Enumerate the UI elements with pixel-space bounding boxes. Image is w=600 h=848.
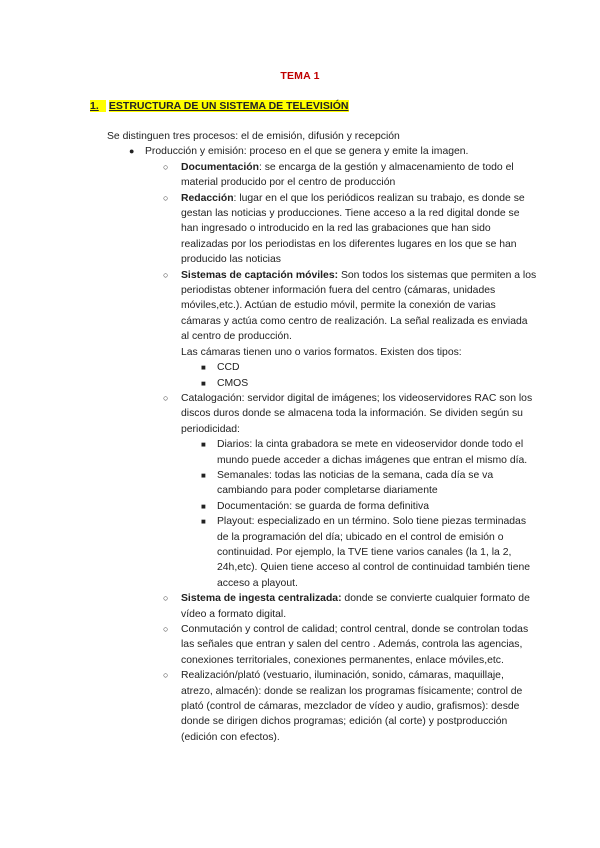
circle-bullet-icon: ○: [163, 392, 169, 403]
list-item: [107, 391, 537, 591]
item-text: donde se convierte cualquier formato de vídeo a formato digital.: [181, 593, 530, 620]
item-text: Son todos los sistemas que permiten a los periodistas obtener información fuera del centro (cámaras, unidades móviles,etc.). Actúan de estudio móvil, permite la conexión de varias cámaras y actúa como centro de realización. La señal realizada es enviada al centro de producción.: [181, 269, 537, 343]
list-item: [107, 514, 537, 591]
document-body: [107, 129, 537, 745]
list-item: [107, 268, 537, 391]
list-item: [107, 376, 537, 391]
disc-bullet-icon: ●: [129, 146, 135, 157]
level1-list: [107, 144, 537, 745]
circle-bullet-icon: ○: [163, 670, 169, 681]
item-text: Diarios: la cinta grabadora se mete en videoservidor donde todo el mundo puede acceder a dichas imágenes que entran el mismo día.: [217, 439, 528, 466]
square-bullet-icon: ■: [201, 363, 206, 373]
square-bullet-icon: ■: [201, 501, 206, 511]
item-text: : se encarga de la gestión y almacenamiento de todo el material producido por el centro de producción: [181, 161, 514, 189]
format-cmos: CMOS: [217, 377, 249, 389]
list-item: [107, 668, 537, 745]
list-item: [107, 360, 537, 375]
list-item: [107, 499, 537, 514]
term-captacion: Sistemas de captación móviles:: [181, 269, 339, 281]
square-bullet-icon: ■: [201, 440, 206, 450]
square-bullet-icon: ■: [201, 470, 206, 480]
section-heading: [90, 100, 349, 112]
item-text: Documentación: se guarda de forma definitiva: [217, 500, 429, 512]
item-text: Semanales: todas las noticias de la semana, cada día se va cambiando para poder completarse diariamente: [217, 469, 494, 497]
item-text: Realización/plató (vestuario, iluminación, sonido, cámaras, maquillaje, atrezo, almacén): donde se realizan los programas físicamente; control de plató (control de cámaras, mezclador de vídeo y audio, grafismos): desde donde se dirigen dichos programas; edición (al corte) y postproducción (edición con efectos).: [181, 670, 523, 743]
square-bullet-icon: ■: [201, 517, 206, 527]
list-item: [107, 468, 537, 499]
circle-bullet-icon: ○: [163, 624, 169, 634]
format-ccd: CCD: [217, 362, 240, 374]
page-title: TEMA 1: [280, 70, 320, 82]
circle-bullet-icon: ○: [163, 192, 169, 203]
level3-list: [181, 360, 537, 391]
list-item: [107, 622, 537, 668]
item-text: Conmutación y control de calidad; control central, donde se controlan todas las señales que entran y salen del centro . Además, controla las agencias, conexiones territoriales, conexiones permanentes, enlace móviles,etc.: [181, 624, 529, 666]
term-documentacion: Documentación: [181, 161, 259, 173]
heading-text: ESTRUCTURA DE UN SISTEMA DE TELEVISIÓN: [108, 100, 349, 112]
item-text: : lugar en el que los periódicos realizan su trabajo, es donde se gestan las noticias y producciones. Tiene acceso a la red digital donde se han ingresado o introducido en la red las grabaciones que han sido realizadas por los periodistas en los diferentes lugares en los que se han producido las noticias: [181, 192, 525, 266]
heading-number: 1.: [90, 100, 106, 112]
circle-bullet-icon: ○: [163, 161, 169, 172]
circle-bullet-icon: ○: [163, 269, 169, 280]
square-bullet-icon: ■: [201, 378, 206, 388]
level3-list: [181, 437, 537, 591]
list-item-text: Producción y emisión: proceso en el que se genera y emite la imagen.: [145, 146, 469, 158]
item-text: Catalogación: servidor digital de imágenes; los videoservidores RAC son los discos duros donde se almacena toda la información. Se dividen según su periodicidad:: [181, 392, 533, 435]
intro-paragraph: Se distinguen tres procesos: el de emisión, difusión y recepción: [107, 131, 400, 142]
list-item: [107, 191, 537, 268]
circle-bullet-icon: ○: [163, 593, 169, 604]
list-item: [107, 591, 537, 622]
term-redaccion: Redacción: [181, 192, 234, 204]
item-text: Las cámaras tienen uno o varios formatos. Existen dos tipos:: [181, 346, 462, 358]
list-item: [107, 437, 537, 468]
term-ingesta: Sistema de ingesta centralizada:: [181, 593, 342, 605]
list-item: [107, 160, 537, 191]
level2-list: [145, 160, 537, 745]
list-item: [107, 144, 537, 745]
item-text: Playout: especializado en un término. Solo tiene piezas terminadas de la programación del día; ubicado en el control de emisión o continuidad. Por ejemplo, la TVE tiene varios canales (la 1, la 2, 24h,etc). Quien tiene acceso al control de continuidad también tiene acceso a playout.: [217, 516, 531, 589]
